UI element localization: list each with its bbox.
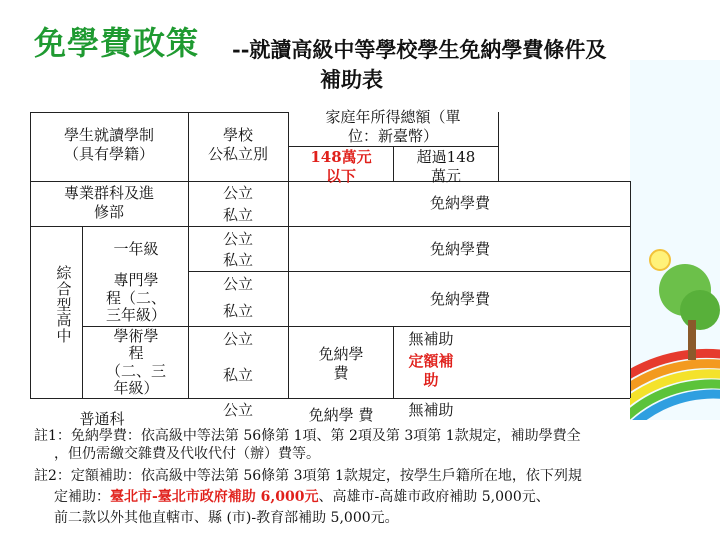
school-public: 公立 [222,275,253,293]
status-no-subsidy: 無補助 [408,330,454,348]
school-public: 公立 [222,230,253,248]
school-public: 公立 [222,184,253,202]
header-family-income: 家庭年所得總額（單 位：新臺幣） [325,108,461,145]
school-private: 私立 [222,251,253,269]
rainbow-illustration [630,60,720,420]
status-free-tuition: 免納學費 [429,240,490,258]
header-income-high: 超過148 萬元 [416,148,476,185]
note-2-line-3: 前二款以外其他直轄市、縣 (市)-教育部補助 5,000元。 [54,510,399,526]
status-free-tuition-low: 免納學 費 [308,406,374,424]
header-income-low: 148萬元 以下 [310,148,372,185]
school-public: 公立 [222,401,253,419]
note-2-prefix: 定補助： [54,489,110,505]
note-2-taipei-subsidy: 臺北市-臺北市政府補助 6,000元 [110,489,319,505]
page-subtitle-line2: 補助表 [320,67,383,92]
note-1-line-2: ，但仍需繳交雜費及代收代付（辦）費等。 [54,446,320,462]
status-free-tuition: 免納學費 [429,290,490,308]
row-comprehensive: 綜 合 型 高 中 [56,264,72,345]
school-private: 私立 [222,366,253,384]
status-free-tuition: 免納學費 [429,194,490,212]
page-subtitle-line1: --就讀高級中等學校學生免納學費條件及 [232,37,607,62]
row-first-year: 一年級 [113,240,159,258]
school-public: 公立 [222,330,253,348]
note-1-line-1: 註1：免納學費：依高級中等法第 56條第 1項、第 2項及第 3項第 1款規定，補助學費全 [34,428,581,444]
status-no-subsidy: 無補助 [408,401,454,419]
row-vocational: 專業群科及進 修部 [63,184,154,221]
row-general: 普通科 [79,410,125,428]
page-title: 免學費政策 [34,24,200,62]
header-student-system: 學生就讀學制 （具有學籍） [63,126,154,163]
school-private: 私立 [222,206,253,224]
note-2-line-2 [54,489,550,507]
school-private: 私立 [222,302,253,320]
header-school-type: 學校 公私立別 [207,126,268,163]
note-2-line-1: 註2：定額補助：依高級中等法第 56條第 3項第 1款規定，按學生戶籍所在地，依下列規 [34,468,582,484]
status-free-tuition-low: 免納學 費 [318,345,364,382]
row-specialized: 專門學 程（二、 三年級） [105,271,166,325]
row-academic: 學術學 程 （二、三 年級） [105,327,166,397]
note-2-suffix: 、高雄市-高雄市政府補助 5,000元、 [318,489,550,505]
status-fixed-subsidy: 定額補 助 [408,352,454,389]
